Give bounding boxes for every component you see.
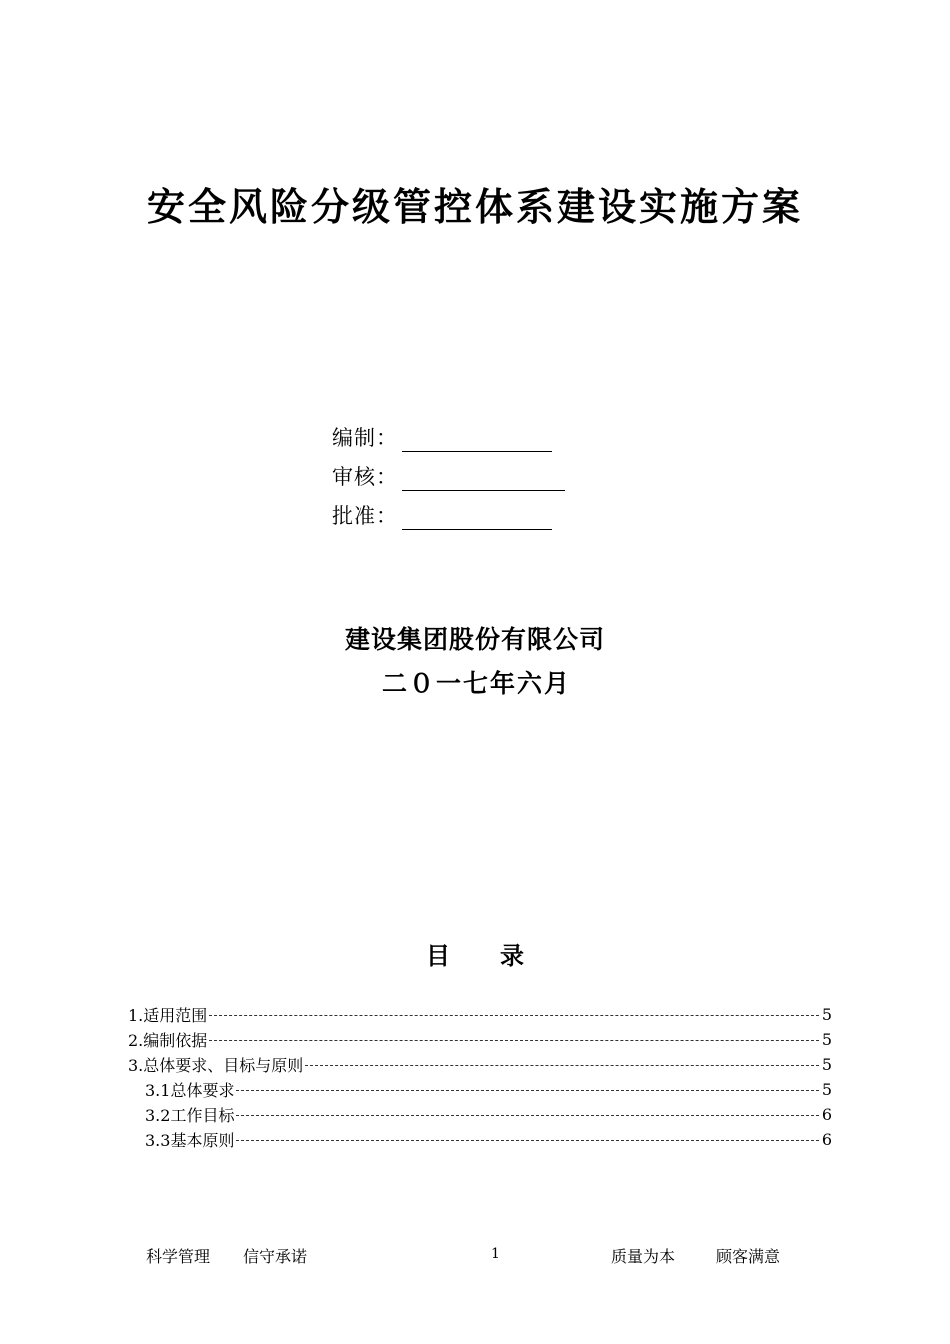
signature-row-compile (332, 422, 552, 452)
toc-leader (236, 1140, 819, 1141)
toc-entry-page: 5 (821, 1079, 832, 1099)
signature-line (402, 507, 552, 530)
signature-line (402, 429, 552, 452)
toc-entry[interactable] (145, 1077, 832, 1101)
toc-entry-page: 6 (821, 1129, 832, 1149)
toc-entry-label: 3.2工作目标 (145, 1105, 235, 1125)
toc-heading (0, 936, 950, 971)
footer-motto-right-2: 顾客满意 (716, 1247, 781, 1266)
footer-page-number: 1 (491, 1246, 500, 1262)
toc-leader (236, 1090, 819, 1091)
toc-leader (236, 1115, 819, 1116)
toc-entry-page: 5 (821, 1004, 832, 1024)
toc-entry[interactable] (145, 1127, 832, 1151)
toc-entry[interactable] (128, 1002, 832, 1026)
toc-heading-right: 录 (500, 941, 524, 970)
toc-entry-page: 5 (821, 1054, 832, 1074)
signature-row-review (332, 461, 565, 491)
footer-motto-left-1: 科学管理 (146, 1247, 211, 1266)
toc-entry-label: 3.总体要求、目标与原则 (128, 1055, 304, 1075)
footer-motto-right-1: 质量为本 (611, 1247, 676, 1266)
toc-entry-label: 1.适用范围 (128, 1005, 208, 1025)
toc-entry-page: 6 (821, 1104, 832, 1124)
toc-heading-left: 目 (426, 941, 450, 970)
toc-leader (209, 1015, 819, 1016)
toc-leader (209, 1040, 819, 1041)
toc-entry[interactable] (128, 1052, 832, 1076)
signature-row-approve (332, 500, 552, 530)
toc-entry[interactable] (145, 1102, 832, 1126)
footer-motto-left-2: 信守承诺 (243, 1247, 308, 1266)
toc-entry-label: 2.编制依据 (128, 1030, 208, 1050)
signature-line (402, 468, 565, 491)
toc-entry-label: 3.1总体要求 (145, 1080, 235, 1100)
signature-label: 批准： (332, 504, 398, 528)
toc-entry-page: 5 (821, 1029, 832, 1049)
toc-entry-label: 3.3基本原则 (145, 1130, 235, 1150)
signature-label: 审核： (332, 465, 398, 489)
document-date: 二０一七年六月 (382, 669, 572, 698)
toc-leader (305, 1065, 819, 1066)
toc-entry[interactable] (128, 1027, 832, 1051)
document-title: 安全风险分级管控体系建设实施方案 (146, 184, 803, 229)
signature-label: 编制： (332, 426, 398, 450)
company-name: 建设集团股份有限公司 (345, 625, 606, 654)
